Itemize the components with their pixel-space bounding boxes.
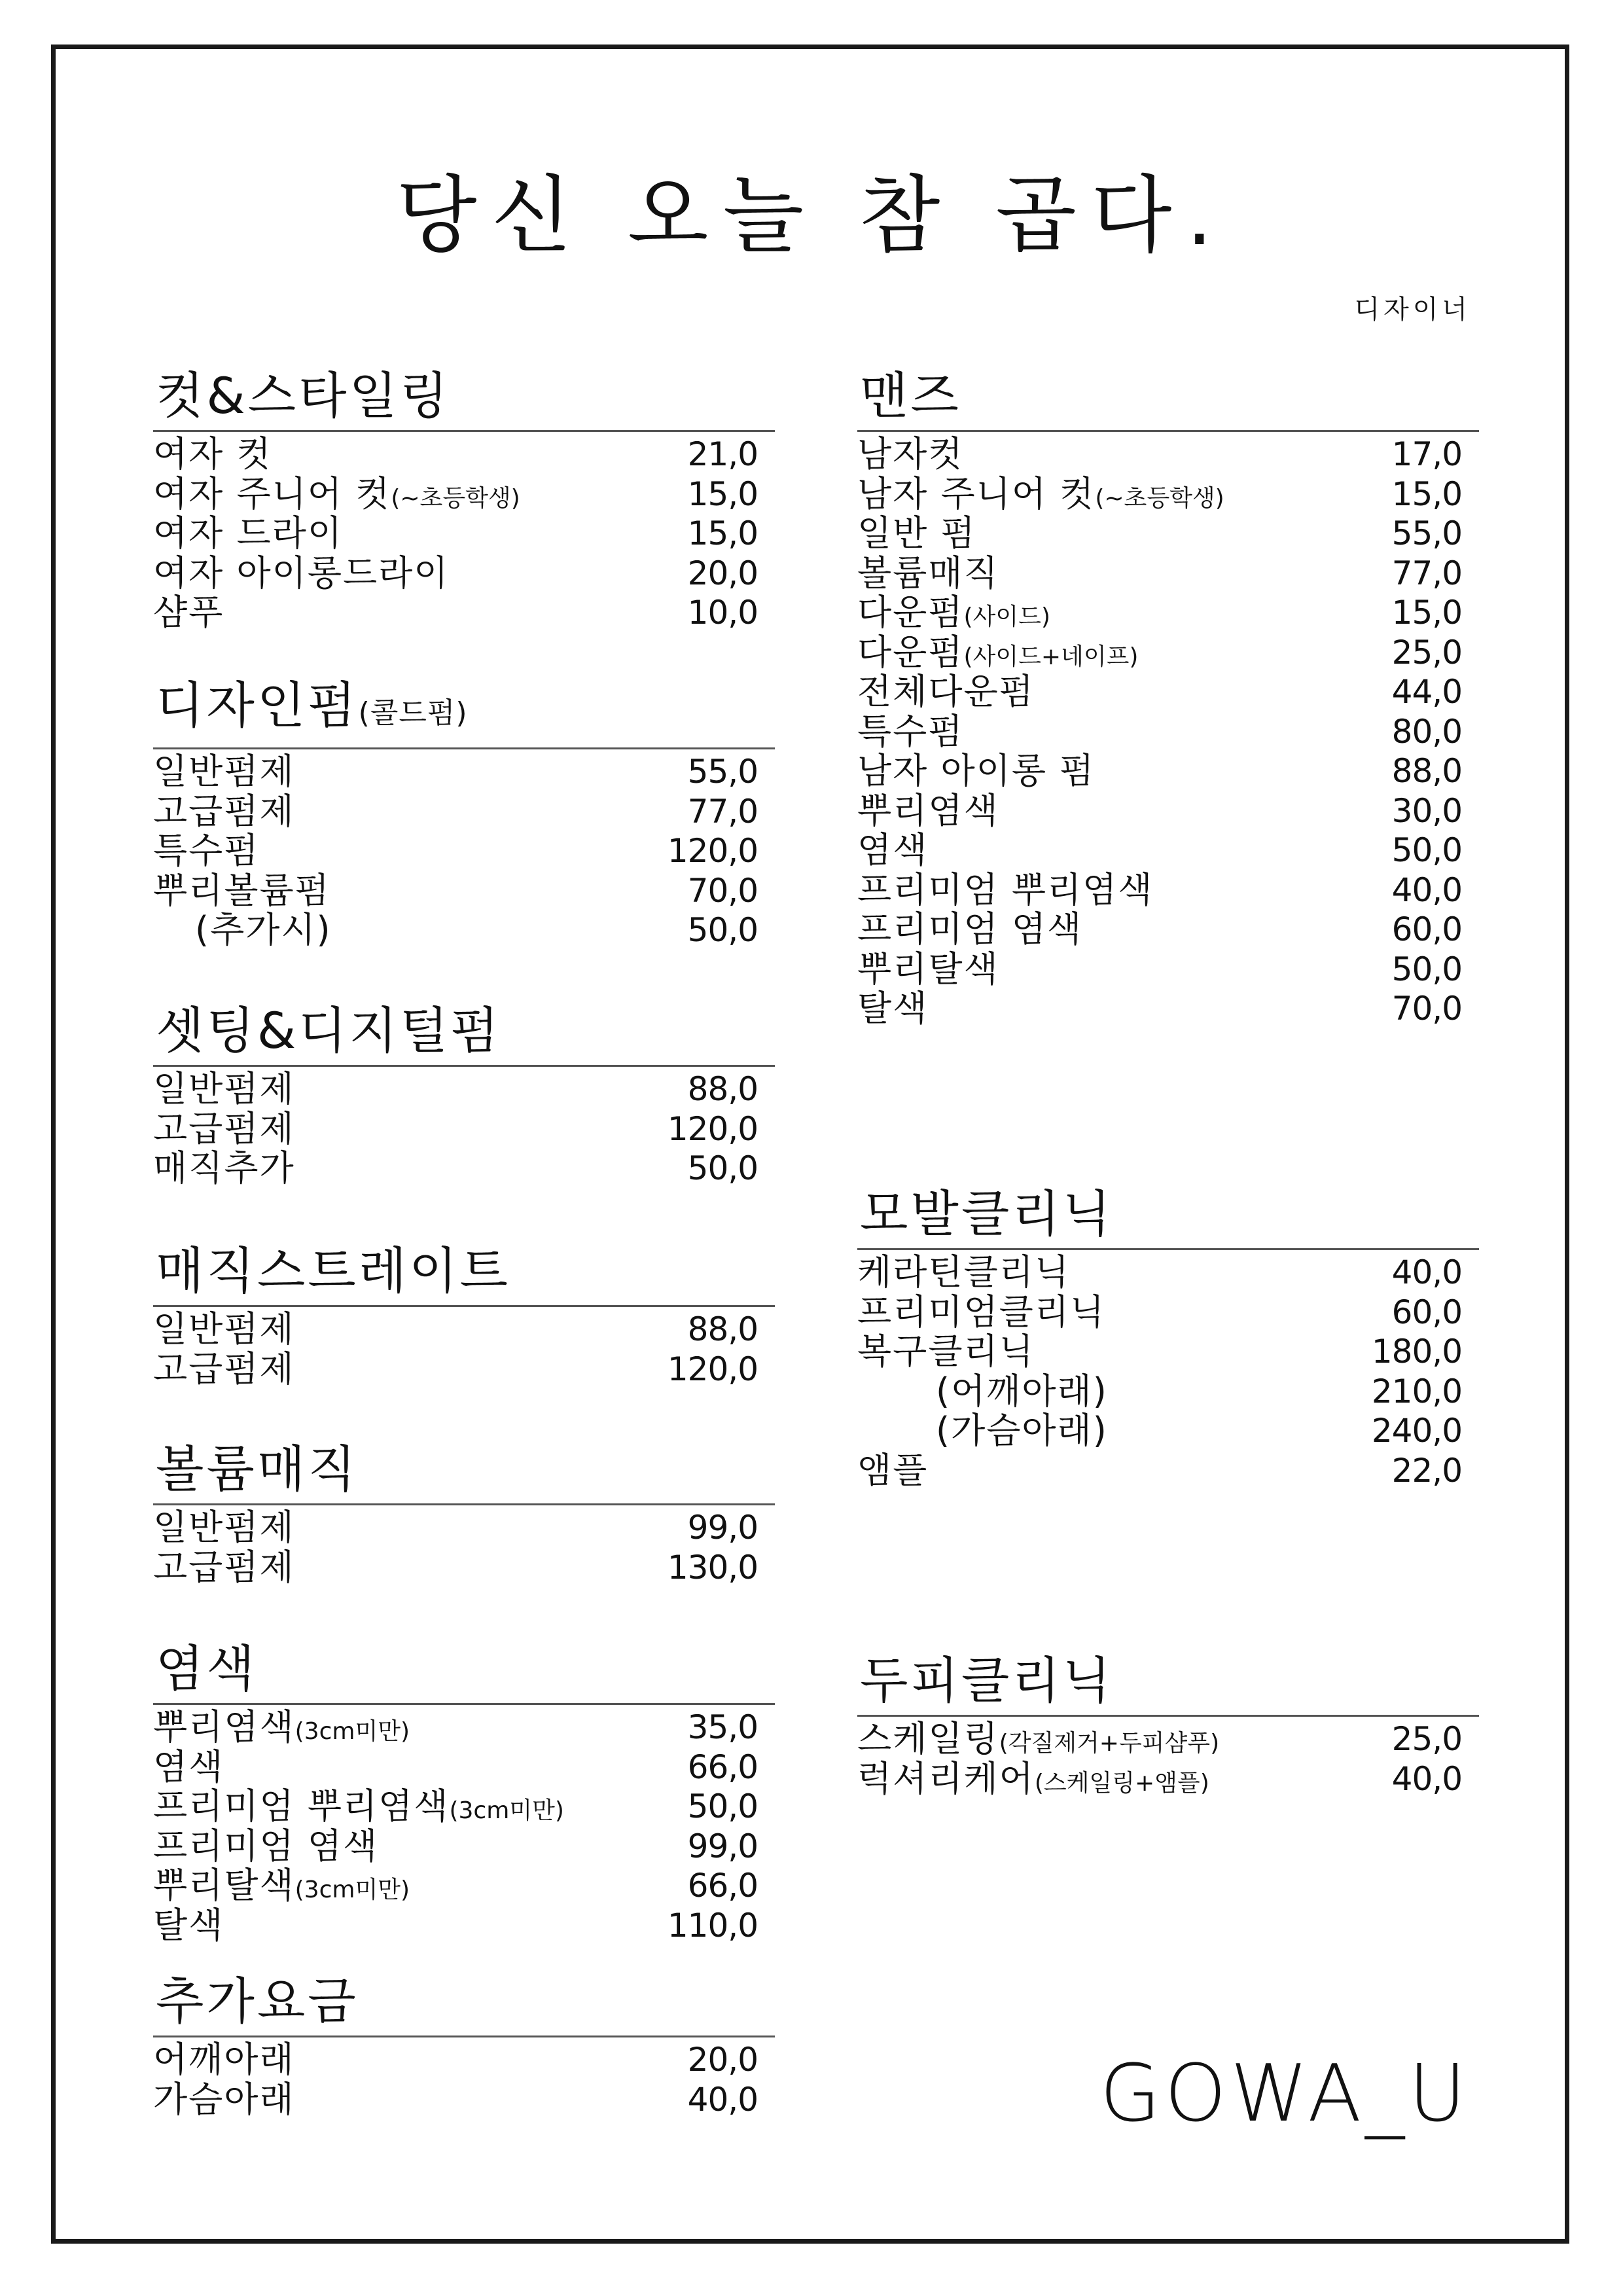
- menu-section: [857, 1175, 1479, 1490]
- item-name-text: 프리미엄 염색: [857, 908, 1083, 950]
- section-title-text: 매직스트레이트: [156, 1242, 510, 1300]
- item-name-text: 뿌리탈색: [153, 1865, 295, 1906]
- price-list: [153, 432, 775, 633]
- section-header: [153, 1430, 775, 1505]
- item-name: [153, 1109, 295, 1149]
- item-name: [153, 1548, 295, 1587]
- price-row: [153, 831, 775, 871]
- item-name: [936, 1411, 1108, 1450]
- item-price: 50,0: [687, 1787, 758, 1825]
- price-list: [153, 749, 775, 950]
- designer-label: 디자이너: [1354, 295, 1471, 325]
- item-name-text: 프리미엄 뿌리염색: [153, 1785, 450, 1827]
- item-name-text: 염색: [153, 1746, 224, 1787]
- item-name-text: 일반펌제: [153, 1308, 295, 1350]
- section-title: [156, 674, 468, 745]
- item-price: 55,0: [1391, 514, 1462, 552]
- item-name: [153, 1069, 295, 1109]
- item-name-text: 뿌리탈색: [857, 948, 999, 990]
- item-price: 110,0: [667, 1906, 758, 1945]
- price-row: [857, 870, 1479, 910]
- price-row: [857, 475, 1479, 514]
- price-row: [153, 1748, 775, 1787]
- item-name-text: 뿌리염색: [153, 1706, 295, 1748]
- price-row: [153, 593, 775, 633]
- price-list: [857, 432, 1479, 1029]
- item-note: (사이드+네이프): [963, 643, 1139, 670]
- price-row: [153, 792, 775, 832]
- item-price: 70,0: [1391, 990, 1462, 1028]
- item-name-text: 고급펌제: [153, 1348, 295, 1390]
- item-price: 22,0: [1391, 1451, 1462, 1490]
- item-name-text: 스케일링: [857, 1718, 999, 1759]
- item-name-text: 고급펌제: [153, 1107, 295, 1149]
- item-name-text: 매직추가: [153, 1147, 295, 1189]
- item-price: 99,0: [687, 1827, 758, 1865]
- item-price: 15,0: [1391, 594, 1462, 632]
- item-name-text: 여자 드라이: [153, 512, 343, 554]
- item-name-text: 다운펌: [857, 592, 964, 633]
- item-price: 40,0: [1391, 870, 1462, 909]
- item-name: [195, 910, 332, 950]
- item-price: 50,0: [1391, 950, 1462, 988]
- price-row: [153, 2040, 775, 2080]
- item-name: [857, 831, 928, 870]
- item-price: 80,0: [1391, 712, 1462, 751]
- price-row: [153, 1350, 775, 1390]
- price-row: [857, 989, 1479, 1029]
- item-name-text: (어깨아래): [936, 1370, 1108, 1412]
- item-name-text: (추가시): [195, 909, 332, 950]
- item-name-text: 특수펌: [153, 830, 260, 871]
- price-row: [153, 1548, 775, 1588]
- item-price: 20,0: [687, 2041, 758, 2079]
- price-row: [153, 871, 775, 911]
- item-price: 66,0: [687, 1867, 758, 1905]
- item-price: 88,0: [687, 1310, 758, 1348]
- price-row: [857, 593, 1479, 633]
- item-price: 70,0: [687, 871, 758, 910]
- item-price: 21,0: [687, 435, 758, 473]
- item-note: (~초등학생): [391, 484, 520, 512]
- price-row: [153, 475, 775, 514]
- price-row: [153, 1906, 775, 1946]
- price-row: [857, 910, 1479, 950]
- item-name-text: 프리미엄 염색: [153, 1825, 379, 1867]
- item-note: (3cm미만): [449, 1797, 564, 1824]
- section-title: [156, 1970, 359, 2033]
- item-name: [153, 554, 449, 593]
- item-price: 25,0: [1391, 633, 1462, 672]
- item-price: 120,0: [667, 832, 758, 870]
- price-list: [153, 2037, 775, 2119]
- item-name: [857, 712, 964, 751]
- item-name-text: 일반 펌: [857, 512, 976, 554]
- item-note: (3cm미만): [294, 1718, 410, 1745]
- item-name: [153, 1827, 378, 1866]
- item-price: 240,0: [1371, 1412, 1462, 1450]
- item-price: 15,0: [1391, 475, 1462, 513]
- item-price: 120,0: [667, 1350, 758, 1388]
- item-name: [857, 910, 1082, 949]
- item-price: 77,0: [1391, 554, 1462, 592]
- item-name: [857, 435, 964, 474]
- price-row: [153, 752, 775, 792]
- price-row: [153, 1827, 775, 1867]
- item-name-text: 샴푸: [153, 592, 224, 633]
- price-row: [153, 2080, 775, 2120]
- price-row: [857, 791, 1479, 831]
- item-name: [857, 593, 1050, 637]
- item-price: 40,0: [1391, 1253, 1462, 1291]
- item-name-text: 남자 주니어 컷: [857, 473, 1096, 514]
- item-name: [857, 633, 1138, 677]
- section-title-text: 디자인펌: [156, 676, 359, 734]
- item-price: 77,0: [687, 792, 758, 831]
- section-title-text: 컷&스타일링: [156, 367, 451, 425]
- item-price: 17,0: [1391, 435, 1462, 473]
- item-name: [153, 593, 224, 632]
- section-title: [156, 365, 450, 427]
- item-name: [153, 475, 520, 518]
- item-note: (스케일링+앰플): [1034, 1769, 1209, 1797]
- item-name: [857, 870, 1153, 910]
- item-name: [153, 1508, 295, 1547]
- menu-section: [857, 357, 1479, 1029]
- item-price: 50,0: [687, 911, 758, 949]
- price-row: [857, 1253, 1479, 1293]
- item-price: 66,0: [687, 1748, 758, 1786]
- item-name-text: (가슴아래): [936, 1410, 1108, 1451]
- item-name: [857, 791, 999, 831]
- item-name: [153, 1350, 295, 1389]
- section-title-text: 셋팅&디지털펌: [156, 1001, 501, 1060]
- item-name: [153, 1748, 224, 1787]
- item-name-text: 앰플: [857, 1449, 929, 1491]
- section-title-text: 염색: [156, 1640, 257, 1698]
- price-row: [153, 1708, 775, 1748]
- section-title: [860, 1649, 1113, 1712]
- item-note: (사이드): [963, 603, 1050, 630]
- item-name-text: 탈색: [153, 1904, 224, 1946]
- item-name: [153, 1787, 564, 1831]
- item-name: [857, 950, 999, 989]
- item-name-text: 여자 컷: [153, 433, 272, 475]
- item-name: [153, 435, 272, 474]
- section-header: [857, 357, 1479, 432]
- item-price: 120,0: [667, 1109, 758, 1148]
- menu-section: [153, 357, 775, 633]
- price-row: [857, 950, 1479, 990]
- price-row: [857, 712, 1479, 752]
- item-price: 60,0: [1391, 1293, 1462, 1331]
- section-title-text: 추가요금: [156, 1972, 359, 2030]
- item-name: [153, 871, 330, 910]
- item-price: 210,0: [1371, 1372, 1462, 1410]
- price-row: [857, 1332, 1479, 1372]
- price-row: [857, 1719, 1479, 1759]
- item-name-text: 일반펌제: [153, 1507, 295, 1548]
- item-name: [857, 514, 976, 553]
- item-name: [857, 1332, 1035, 1371]
- item-name: [857, 751, 1095, 791]
- item-name-text: 일반펌제: [153, 751, 295, 792]
- item-name-text: 럭셔리케어: [857, 1757, 1035, 1799]
- price-row: [153, 1866, 775, 1906]
- item-name-text: 프리미엄 뿌리염색: [857, 869, 1154, 910]
- section-subtitle: (콜드펌): [358, 696, 468, 730]
- item-name-text: 일반펌제: [153, 1068, 295, 1109]
- price-row: [153, 514, 775, 554]
- section-header: [153, 357, 775, 432]
- item-price: 10,0: [687, 594, 758, 632]
- item-name-text: 남자 아이롱 펌: [857, 750, 1096, 791]
- item-price: 60,0: [1391, 910, 1462, 948]
- item-price: 20,0: [687, 554, 758, 592]
- price-row: [153, 1310, 775, 1350]
- menu-section: [153, 674, 775, 950]
- price-row: [857, 1759, 1479, 1799]
- price-row: [857, 1411, 1479, 1451]
- price-list: [153, 1067, 775, 1189]
- item-name-text: 뿌리염색: [857, 789, 999, 831]
- section-title: [860, 365, 961, 427]
- price-list: [153, 1307, 775, 1389]
- menu-section: [153, 1630, 775, 1945]
- item-price: 30,0: [1391, 791, 1462, 830]
- item-name: [153, 1149, 295, 1188]
- item-name-text: 어깨아래: [153, 2039, 295, 2080]
- price-row: [153, 910, 775, 950]
- item-name: [153, 831, 260, 870]
- price-row: [153, 1109, 775, 1149]
- item-name-text: 여자 아이롱드라이: [153, 552, 450, 594]
- menu-section: [153, 992, 775, 1189]
- section-title-text: 볼륨매직: [156, 1440, 359, 1498]
- section-title: [156, 999, 501, 1062]
- price-list: [153, 1705, 775, 1945]
- item-name-text: 염색: [857, 829, 929, 870]
- item-price: 99,0: [687, 1509, 758, 1547]
- price-row: [153, 1069, 775, 1109]
- price-row: [153, 1787, 775, 1827]
- item-name-text: 케라틴클리닉: [857, 1251, 1070, 1293]
- item-price: 44,0: [1391, 673, 1462, 711]
- item-name: [153, 2080, 295, 2119]
- section-header: [153, 1232, 775, 1307]
- section-title-text: 맨즈: [860, 367, 961, 425]
- item-name: [153, 2040, 295, 2079]
- item-name: [153, 514, 343, 553]
- price-row: [857, 672, 1479, 712]
- section-header: [857, 1175, 1479, 1250]
- menu-section: [857, 1641, 1479, 1799]
- section-title-text: 두피클리닉: [860, 1651, 1114, 1710]
- item-price: 50,0: [687, 1149, 758, 1187]
- price-row: [857, 1451, 1479, 1491]
- item-name: [857, 1253, 1070, 1292]
- price-list: [857, 1250, 1479, 1490]
- item-name: [857, 475, 1224, 518]
- page-title: 당신 오늘 참 곱다.: [395, 167, 1228, 264]
- section-title: [156, 1638, 257, 1700]
- item-name-text: 다운펌: [857, 631, 964, 673]
- price-row: [857, 435, 1479, 475]
- item-name: [857, 1451, 928, 1490]
- item-name: [857, 554, 999, 593]
- section-header: [153, 992, 775, 1067]
- item-note: (~초등학생): [1095, 484, 1224, 512]
- item-name: [857, 1759, 1209, 1803]
- price-row: [857, 831, 1479, 870]
- item-price: 40,0: [687, 2080, 758, 2119]
- price-row: [153, 1149, 775, 1189]
- item-price: 40,0: [1391, 1759, 1462, 1798]
- item-name-text: 특수펌: [857, 710, 964, 752]
- menu-section: [153, 1232, 775, 1389]
- item-price: 35,0: [687, 1708, 758, 1746]
- section-header: [153, 674, 775, 749]
- item-name-text: 남자컷: [857, 433, 964, 475]
- item-name-text: 전체다운펌: [857, 671, 1035, 712]
- item-name: [857, 672, 1035, 711]
- item-price: 15,0: [687, 475, 758, 513]
- item-name-text: 뿌리볼륨펌: [153, 869, 330, 911]
- item-name: [857, 1719, 1219, 1763]
- item-name: [153, 1866, 410, 1910]
- price-row: [857, 751, 1479, 791]
- item-name: [857, 989, 928, 1028]
- price-list: [857, 1717, 1479, 1799]
- section-header: [153, 1962, 775, 2037]
- item-price: 55,0: [687, 753, 758, 791]
- price-row: [857, 1293, 1479, 1333]
- item-name: [857, 1293, 1105, 1332]
- menu-section: [153, 1430, 775, 1587]
- section-title: [156, 1240, 510, 1302]
- price-list: [153, 1505, 775, 1587]
- price-row: [857, 514, 1479, 554]
- item-name-text: 여자 주니어 컷: [153, 473, 391, 514]
- item-name: [153, 1906, 224, 1945]
- price-row: [857, 633, 1479, 673]
- item-price: 130,0: [667, 1548, 758, 1587]
- item-name: [153, 792, 295, 831]
- item-name-text: 고급펌제: [153, 790, 295, 832]
- brand-logo: GOWA_U: [1099, 2049, 1470, 2140]
- section-title: [860, 1183, 1113, 1246]
- item-name: [153, 752, 295, 791]
- price-row: [153, 1508, 775, 1548]
- item-name: [936, 1372, 1108, 1411]
- price-row: [153, 435, 775, 475]
- price-row: [857, 554, 1479, 594]
- section-title-text: 모발클리닉: [860, 1185, 1114, 1243]
- section-title: [156, 1438, 359, 1501]
- item-price: 88,0: [1391, 752, 1462, 790]
- menu-section: [153, 1962, 775, 2119]
- item-name-text: 탈색: [857, 988, 929, 1029]
- section-header: [153, 1630, 775, 1705]
- price-row: [857, 1372, 1479, 1412]
- price-row: [153, 554, 775, 594]
- item-name: [153, 1310, 295, 1349]
- item-price: 25,0: [1391, 1720, 1462, 1758]
- item-name-text: 프리미엄클리닉: [857, 1291, 1106, 1333]
- item-name-text: 고급펌제: [153, 1546, 295, 1588]
- item-name: [153, 1708, 410, 1751]
- item-price: 88,0: [687, 1070, 758, 1108]
- item-note: (각질제거+두피샴푸): [999, 1730, 1220, 1757]
- item-name-text: 가슴아래: [153, 2078, 295, 2120]
- item-price: 50,0: [1391, 831, 1462, 869]
- item-name-text: 복구클리닉: [857, 1331, 1035, 1372]
- item-name-text: 볼륨매직: [857, 552, 999, 594]
- item-price: 15,0: [687, 514, 758, 552]
- item-note: (3cm미만): [294, 1876, 410, 1903]
- section-header: [857, 1641, 1479, 1717]
- item-price: 180,0: [1371, 1333, 1462, 1371]
